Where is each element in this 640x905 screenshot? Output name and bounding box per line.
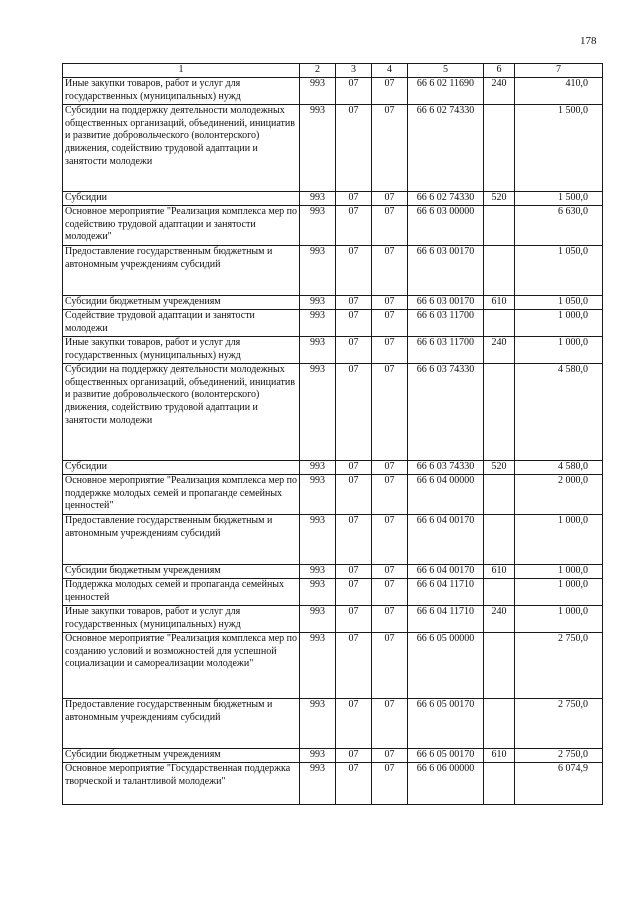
- section-code-cell: 07: [336, 748, 372, 762]
- page-number: 178: [580, 35, 597, 47]
- ministry-code-cell: 993: [300, 514, 336, 564]
- ministry-code-cell: 993: [300, 632, 336, 698]
- table-row: [63, 605, 603, 632]
- subsection-code-cell: 07: [372, 460, 408, 474]
- ministry-code-cell: 993: [300, 762, 336, 804]
- target-article-cell: 66 6 05 00000: [408, 632, 484, 698]
- row-name-cell: Предоставление государственным бюджетным и автономным учреждениям субсидий: [63, 698, 300, 748]
- ministry-code-cell: 993: [300, 191, 336, 205]
- target-article-cell: 66 6 03 00000: [408, 205, 484, 245]
- amount-cell: 2 750,0: [515, 698, 603, 748]
- amount-cell: 2 750,0: [515, 632, 603, 698]
- section-code-cell: 07: [336, 474, 372, 514]
- row-name-cell: Субсидии на поддержку деятельности молодежных общественных организаций, объединений, инициатив и развитие добровольческого (волонтерского) движения, содействию трудовой адаптации и занятости молодежи: [63, 363, 300, 460]
- row-name-cell: Субсидии бюджетным учреждениям: [63, 748, 300, 762]
- target-article-cell: 66 6 05 00170: [408, 698, 484, 748]
- subsection-code-cell: 07: [372, 514, 408, 564]
- column-header: 2: [300, 64, 336, 78]
- row-name-cell: Основное мероприятие "Реализация комплекса мер по поддержке молодых семей и пропаганде семейных ценностей": [63, 474, 300, 514]
- row-name-cell: Иные закупки товаров, работ и услуг для государственных (муниципальных) нужд: [63, 77, 300, 104]
- column-header: 3: [336, 64, 372, 78]
- row-name-cell: Основное мероприятие "Государственная поддержка творческой и талантливой молодежи": [63, 762, 300, 804]
- subsection-code-cell: 07: [372, 632, 408, 698]
- expense-type-cell: [484, 309, 515, 336]
- expense-type-cell: [484, 632, 515, 698]
- section-code-cell: 07: [336, 578, 372, 605]
- subsection-code-cell: 07: [372, 762, 408, 804]
- table-row: [63, 460, 603, 474]
- column-header: 4: [372, 64, 408, 78]
- table-row: [63, 336, 603, 363]
- row-name-cell: Иные закупки товаров, работ и услуг для государственных (муниципальных) нужд: [63, 336, 300, 363]
- target-article-cell: 66 6 04 00170: [408, 514, 484, 564]
- row-name-cell: Субсидии бюджетным учреждениям: [63, 564, 300, 578]
- column-header: 6: [484, 64, 515, 78]
- section-code-cell: 07: [336, 309, 372, 336]
- ministry-code-cell: 993: [300, 363, 336, 460]
- row-name-cell: Предоставление государственным бюджетным и автономным учреждениям субсидий: [63, 245, 300, 295]
- column-header: 1: [63, 64, 300, 78]
- table-row: [63, 245, 603, 295]
- ministry-code-cell: 993: [300, 205, 336, 245]
- table-row: [63, 748, 603, 762]
- budget-table: [62, 63, 603, 805]
- ministry-code-cell: 993: [300, 698, 336, 748]
- row-name-cell: Иные закупки товаров, работ и услуг для государственных (муниципальных) нужд: [63, 605, 300, 632]
- expense-type-cell: [484, 578, 515, 605]
- row-name-cell: Предоставление государственным бюджетным и автономным учреждениям субсидий: [63, 514, 300, 564]
- target-article-cell: 66 6 02 11690: [408, 77, 484, 104]
- target-article-cell: 66 6 06 00000: [408, 762, 484, 804]
- table-row: [63, 295, 603, 309]
- section-code-cell: 07: [336, 191, 372, 205]
- subsection-code-cell: 07: [372, 245, 408, 295]
- amount-cell: 4 580,0: [515, 460, 603, 474]
- expense-type-cell: [484, 698, 515, 748]
- amount-cell: 1 000,0: [515, 578, 603, 605]
- subsection-code-cell: 07: [372, 309, 408, 336]
- expense-type-cell: 610: [484, 295, 515, 309]
- expense-type-cell: 240: [484, 336, 515, 363]
- subsection-code-cell: 07: [372, 191, 408, 205]
- subsection-code-cell: 07: [372, 77, 408, 104]
- subsection-code-cell: 07: [372, 474, 408, 514]
- section-code-cell: 07: [336, 460, 372, 474]
- table-row: [63, 77, 603, 104]
- target-article-cell: 66 6 03 74330: [408, 363, 484, 460]
- section-code-cell: 07: [336, 205, 372, 245]
- subsection-code-cell: 07: [372, 363, 408, 460]
- row-name-cell: Субсидии на поддержку деятельности молодежных общественных организаций, объединений, инициатив и развитие добровольческого (волонтерского) движения, содействию трудовой адаптации и занятости молодежи: [63, 104, 300, 191]
- target-article-cell: 66 6 04 00000: [408, 474, 484, 514]
- ministry-code-cell: 993: [300, 77, 336, 104]
- ministry-code-cell: 993: [300, 564, 336, 578]
- ministry-code-cell: 993: [300, 295, 336, 309]
- column-header: 5: [408, 64, 484, 78]
- section-code-cell: 07: [336, 245, 372, 295]
- table-row: [63, 762, 603, 804]
- expense-type-cell: 610: [484, 748, 515, 762]
- ministry-code-cell: 993: [300, 460, 336, 474]
- header-row: [63, 64, 603, 78]
- target-article-cell: 66 6 02 74330: [408, 104, 484, 191]
- subsection-code-cell: 07: [372, 104, 408, 191]
- amount-cell: 4 580,0: [515, 363, 603, 460]
- expense-type-cell: [484, 762, 515, 804]
- section-code-cell: 07: [336, 514, 372, 564]
- expense-type-cell: [484, 363, 515, 460]
- expense-type-cell: [484, 474, 515, 514]
- table-row: [63, 104, 603, 191]
- expense-type-cell: [484, 104, 515, 191]
- table-row: [63, 474, 603, 514]
- row-name-cell: Субсидии: [63, 191, 300, 205]
- table-row: [63, 632, 603, 698]
- section-code-cell: 07: [336, 77, 372, 104]
- target-article-cell: 66 6 03 74330: [408, 460, 484, 474]
- table-row: [63, 698, 603, 748]
- table-row: [63, 363, 603, 460]
- amount-cell: 1 000,0: [515, 309, 603, 336]
- target-article-cell: 66 6 02 74330: [408, 191, 484, 205]
- amount-cell: 1 000,0: [515, 564, 603, 578]
- target-article-cell: 66 6 03 11700: [408, 336, 484, 363]
- amount-cell: 1 000,0: [515, 514, 603, 564]
- section-code-cell: 07: [336, 632, 372, 698]
- target-article-cell: 66 6 04 11710: [408, 605, 484, 632]
- section-code-cell: 07: [336, 762, 372, 804]
- expense-type-cell: 240: [484, 77, 515, 104]
- expense-type-cell: 520: [484, 460, 515, 474]
- section-code-cell: 07: [336, 104, 372, 191]
- subsection-code-cell: 07: [372, 295, 408, 309]
- subsection-code-cell: 07: [372, 564, 408, 578]
- subsection-code-cell: 07: [372, 578, 408, 605]
- ministry-code-cell: 993: [300, 748, 336, 762]
- section-code-cell: 07: [336, 336, 372, 363]
- subsection-code-cell: 07: [372, 205, 408, 245]
- subsection-code-cell: 07: [372, 605, 408, 632]
- table-row: [63, 191, 603, 205]
- row-name-cell: Поддержка молодых семей и пропаганда семейных ценностей: [63, 578, 300, 605]
- expense-type-cell: 240: [484, 605, 515, 632]
- subsection-code-cell: 07: [372, 698, 408, 748]
- expense-type-cell: [484, 514, 515, 564]
- expense-type-cell: [484, 205, 515, 245]
- amount-cell: 1 000,0: [515, 605, 603, 632]
- amount-cell: 2 000,0: [515, 474, 603, 514]
- expense-type-cell: 520: [484, 191, 515, 205]
- table-row: [63, 564, 603, 578]
- section-code-cell: 07: [336, 605, 372, 632]
- row-name-cell: Основное мероприятие "Реализация комплекса мер по созданию условий и возможностей для успешной социализации и самореализации молодежи": [63, 632, 300, 698]
- target-article-cell: 66 6 04 11710: [408, 578, 484, 605]
- amount-cell: 6 630,0: [515, 205, 603, 245]
- expense-type-cell: 610: [484, 564, 515, 578]
- row-name-cell: Субсидии бюджетным учреждениям: [63, 295, 300, 309]
- subsection-code-cell: 07: [372, 336, 408, 363]
- amount-cell: 410,0: [515, 77, 603, 104]
- subsection-code-cell: 07: [372, 748, 408, 762]
- section-code-cell: 07: [336, 295, 372, 309]
- table-row: [63, 514, 603, 564]
- target-article-cell: 66 6 03 00170: [408, 245, 484, 295]
- amount-cell: 1 050,0: [515, 245, 603, 295]
- table-row: [63, 205, 603, 245]
- section-code-cell: 07: [336, 363, 372, 460]
- table-row: [63, 578, 603, 605]
- amount-cell: 1 000,0: [515, 336, 603, 363]
- amount-cell: 1 500,0: [515, 104, 603, 191]
- amount-cell: 1 500,0: [515, 191, 603, 205]
- row-name-cell: Субсидии: [63, 460, 300, 474]
- amount-cell: 2 750,0: [515, 748, 603, 762]
- ministry-code-cell: 993: [300, 104, 336, 191]
- expense-type-cell: [484, 245, 515, 295]
- amount-cell: 1 050,0: [515, 295, 603, 309]
- ministry-code-cell: 993: [300, 578, 336, 605]
- target-article-cell: 66 6 04 00170: [408, 564, 484, 578]
- ministry-code-cell: 993: [300, 605, 336, 632]
- section-code-cell: 07: [336, 698, 372, 748]
- column-header: 7: [515, 64, 603, 78]
- ministry-code-cell: 993: [300, 245, 336, 295]
- ministry-code-cell: 993: [300, 474, 336, 514]
- table-row: [63, 309, 603, 336]
- ministry-code-cell: 993: [300, 309, 336, 336]
- row-name-cell: Основное мероприятие "Реализация комплекса мер по содействию трудовой адаптации и занятости молодежи": [63, 205, 300, 245]
- row-name-cell: Содействие трудовой адаптации и занятости молодежи: [63, 309, 300, 336]
- amount-cell: 6 074,9: [515, 762, 603, 804]
- target-article-cell: 66 6 03 11700: [408, 309, 484, 336]
- section-code-cell: 07: [336, 564, 372, 578]
- ministry-code-cell: 993: [300, 336, 336, 363]
- target-article-cell: 66 6 05 00170: [408, 748, 484, 762]
- target-article-cell: 66 6 03 00170: [408, 295, 484, 309]
